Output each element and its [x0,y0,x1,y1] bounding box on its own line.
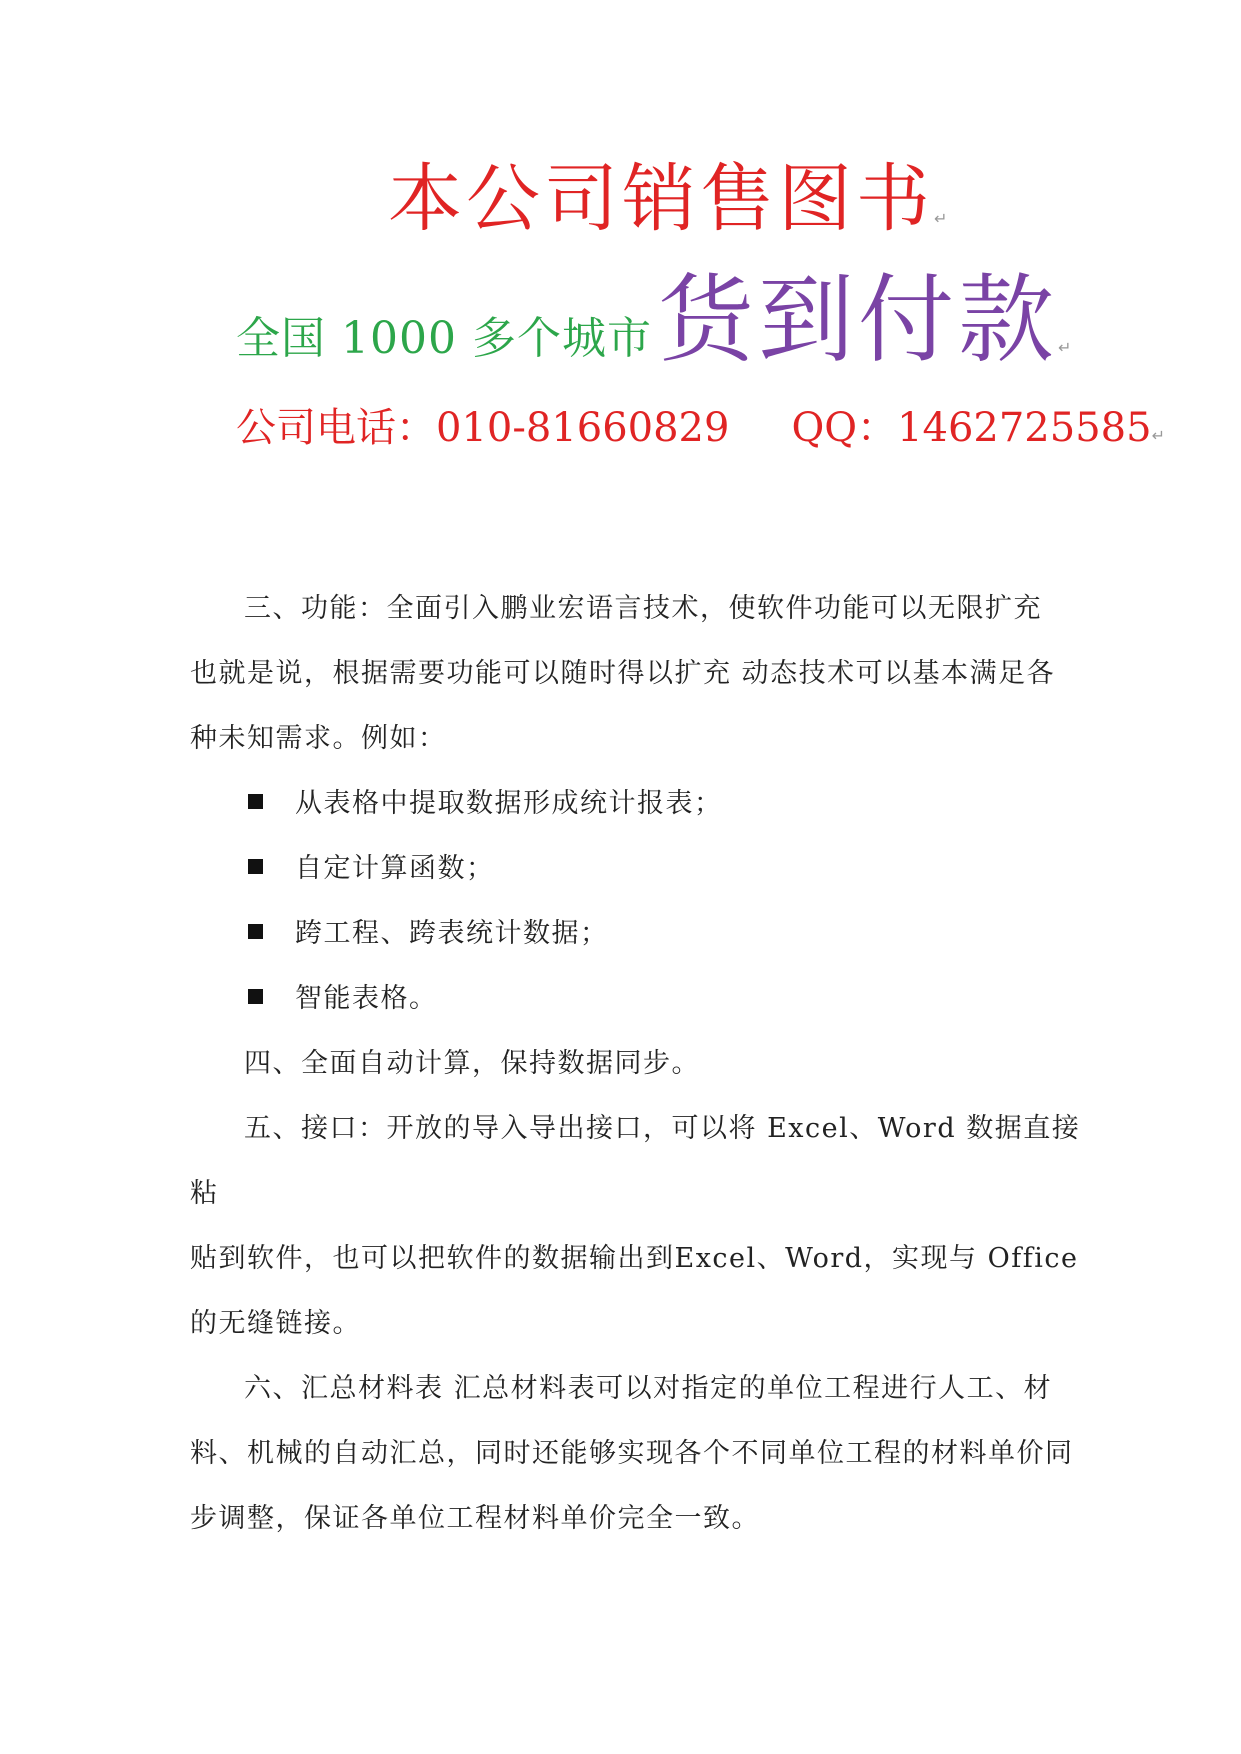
paragraph-interface-end: 的无缝链接。 [190,1308,361,1339]
list-item [190,901,1090,966]
banner-title: 本公司销售图书 [388,156,934,242]
phone-number: 010-81660829 [436,405,730,451]
list-item [190,836,1090,901]
paragraph-mark-icon: ↵ [1151,426,1165,445]
list-item [190,771,1090,836]
banner-contact-line [236,396,1165,453]
paragraph-summary-cont: 料、机械的自动汇总，同时还能够实现各个不同单位工程的材料单价同 [190,1438,1074,1469]
bullet-square-icon [248,859,263,874]
phone-label: 公司电话： [236,405,436,451]
list-item [190,966,1090,1031]
banner-cod-line [236,264,1072,376]
paragraph-features-end: 种未知需求。例如： [190,723,447,754]
bullet-square-icon [248,794,263,809]
list-item-text: 跨工程、跨表统计数据； [295,918,609,949]
paragraph-interface-cont: 贴到软件，也可以把软件的数据输出到Excel、Word，实现与 Office [190,1243,1079,1274]
bullet-square-icon [248,989,263,1004]
list-item-text: 自定计算函数； [295,853,495,884]
list-item-text: 智能表格。 [295,983,438,1014]
list-item-text: 从表格中提取数据形成统计报表； [295,788,723,819]
banner-cities: 全国 1000 多个城市 [236,313,652,364]
paragraph-mark-icon: ↵ [934,209,948,228]
document-body [190,576,1090,1551]
qq-label: QQ： [791,405,898,451]
paragraph-summary-end: 步调整，保证各单位工程材料单价完全一致。 [190,1503,760,1534]
paragraph-summary: 六、汇总材料表 汇总材料表可以对指定的单位工程进行人工、材 [244,1373,1053,1404]
bullet-square-icon [248,924,263,939]
qq-number: 1462725585 [897,405,1152,451]
banner-cod: 货到付款 [657,264,1058,376]
paragraph-mark-icon: ↵ [1057,338,1072,357]
paragraph-features: 三、功能：全面引入鹏业宏语言技术，使软件功能可以无限扩充 [244,593,1042,624]
paragraph-features-cont: 也就是说，根据需要功能可以随时得以扩充 动态技术可以基本满足各 [190,658,1056,689]
paragraph-auto-calc: 四、全面自动计算，保持数据同步。 [244,1048,700,1079]
banner-title-line [388,156,948,242]
advertisement-banner [0,0,1241,470]
paragraph-interface: 五、接口：开放的导入导出接口，可以将 Excel、Word 数据直接粘 [190,1113,1081,1209]
